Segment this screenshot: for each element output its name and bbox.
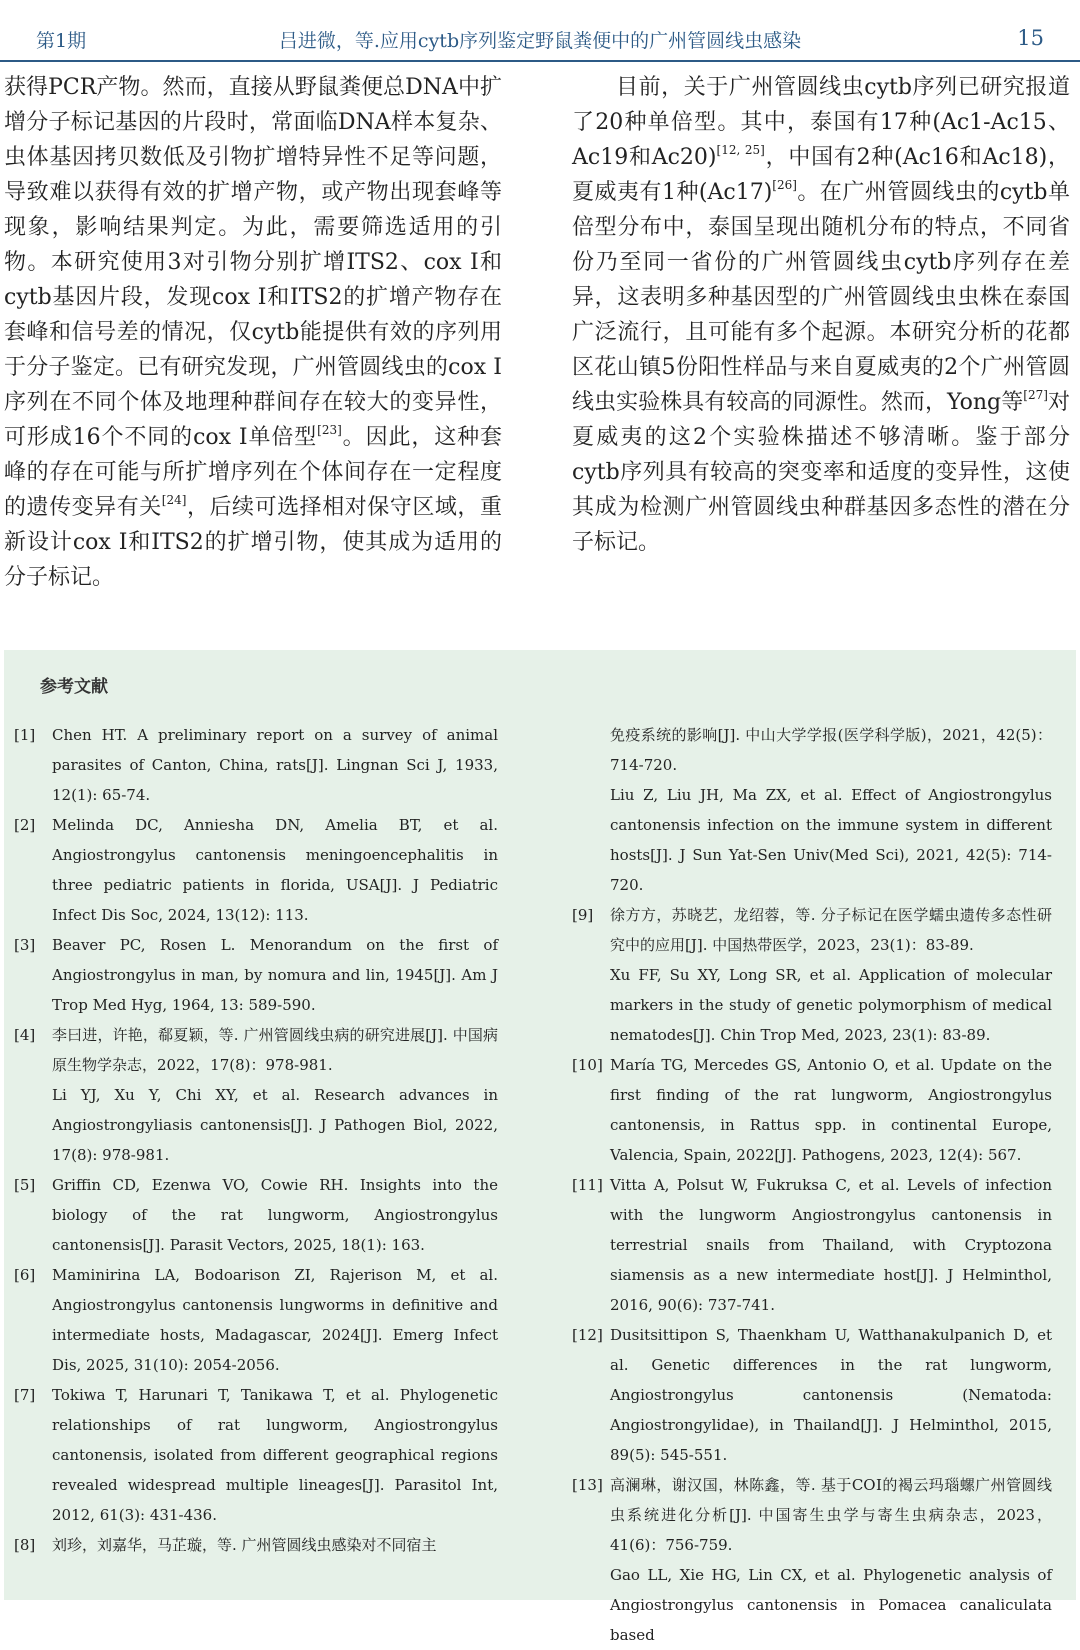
citation: [24] xyxy=(161,493,187,507)
body-text: 。因此，这种套峰的存在可能与所扩增序列在个体间存在一定程度的遗传变异有关 xyxy=(4,425,502,520)
reference-citation: Griffin CD, Ezenwa VO, Cowie RH. Insights into the biology of the rat lungworm, Angiostrongylus cantonensis[J]. Parasit Vectors, 2025, 18(1): 163. xyxy=(52,1176,498,1254)
issue-label: 第1期 xyxy=(36,30,87,52)
page-number: 15 xyxy=(1017,26,1044,50)
reference-text xyxy=(610,1050,1052,1170)
reference-text xyxy=(52,1530,498,1560)
body-text: 获得PCR产物。然而，直接从野鼠粪便总DNA中扩增分子标记基因的片段时，常面临DNA样本复杂、虫体基因拷贝数低及引物扩增特异性不足等问题，导致难以获得有效的扩增产物，或产物出现套峰等现象，影响结果判定。为此，需要筛选适用的引物。本研究使用3对引物分别扩增ITS2、cox I和cytb基因片段，发现cox I和ITS2的扩增产物存在套峰和信号差的情况，仅cytb能提供有效的序列用于分子鉴定。已有研究发现，广州管圆线虫的cox I序列在不同个体及地理种群间存在较大的变异性，可形成16个不同的cox I单倍型 xyxy=(4,75,502,450)
body-text: 目前，关于广州管圆线虫cytb序列已研究报道了20种单倍型。其中，泰国有17种(Ac1-Ac15、Ac19和Ac20) xyxy=(572,75,1070,170)
reference-item xyxy=(14,1170,498,1260)
reference-citation: Melinda DC, Anniesha DN, Amelia BT, et al. Angiostrongylus cantonensis meningoencephalitis in three pediatric patients in florida, USA[J]. J Pediatric Infect Dis Soc, 2024, 13(12): 113. xyxy=(52,816,498,924)
body-text: ，中国有2种(Ac16和Ac18)，夏威夷有1种(Ac17) xyxy=(572,145,1070,205)
reference-text xyxy=(52,1170,498,1260)
reference-citation: 徐方方，苏晓艺，龙绍蓉，等. 分子标记在医学蠕虫遗传多态性研究中的应用[J]. 中国热带医学，2023，23(1)：83-89. xyxy=(610,906,1052,954)
body-text: 。在广州管圆线虫的cytb单倍型分布中，泰国呈现出随机分布的特点，不同省份乃至同一省份的广州管圆线虫cytb序列存在差异，这表明多种基因型的广州管圆线虫虫株在泰国广泛流行，且可能有多个起源。本研究分析的花都区花山镇5份阳性样品与来自夏威夷的2个广州管圆线虫实验株具有较高的同源性。然而，Yong等 xyxy=(572,180,1070,415)
reference-text xyxy=(610,720,1052,900)
reference-text xyxy=(610,1170,1052,1320)
reference-citation: Dusitsittipon S, Thaenkham U, Watthanakulpanich D, et al. Genetic differences in the rat lungworm, Angiostrongylus cantonensis (Nematoda: Angiostrongylidae), in Thailand[J]. J Helminthol, 2015, 89(5): 545-551. xyxy=(610,1326,1052,1464)
body-paragraph xyxy=(4,70,502,595)
reference-number: [11] xyxy=(572,1176,603,1194)
citation: [23] xyxy=(317,423,342,437)
references-column-left xyxy=(14,720,498,1560)
citation: [26] xyxy=(772,178,797,192)
reference-citation: 李曰进，许艳，郗夏颖，等. 广州管圆线虫病的研究进展[J]. 中国病原生物学杂志，2022，17(8)：978-981. xyxy=(52,1026,498,1074)
references-section xyxy=(4,650,1076,1644)
reference-text xyxy=(52,1380,498,1530)
reference-item xyxy=(14,1380,498,1530)
reference-item xyxy=(14,720,498,810)
reference-number: [10] xyxy=(572,1056,603,1074)
references-column-right xyxy=(572,720,1052,1650)
reference-item xyxy=(14,810,498,930)
reference-text xyxy=(52,1020,498,1170)
reference-text xyxy=(52,720,498,810)
reference-citation: María TG, Mercedes GS, Antonio O, et al. Update on the first finding of the rat lungworm, Angiostrongylus cantonensis, in Rattus spp. in continental Europe, Valencia, Spain, 2022[J]. Pathogens, 2023, 12(4): 567. xyxy=(610,1056,1052,1164)
reference-text xyxy=(52,1260,498,1380)
reference-number: [2] xyxy=(14,816,36,834)
references-title: 参考文献 xyxy=(40,677,108,697)
reference-item xyxy=(14,1260,498,1380)
reference-text xyxy=(610,1320,1052,1470)
reference-item xyxy=(572,1050,1052,1170)
body-text: 对夏威夷的这2个实验株描述不够清晰。鉴于部分cytb序列具有较高的突变率和适度的变异性，这使其成为检测广州管圆线虫种群基因多态性的潜在分子标记。 xyxy=(572,390,1070,555)
reference-item xyxy=(14,930,498,1020)
body-text: ，后续可选择相对保守区域，重新设计cox I和ITS2的扩增引物，使其成为适用的分子标记。 xyxy=(4,495,502,590)
reference-number: [13] xyxy=(572,1476,603,1494)
reference-english-translation: Li YJ, Xu Y, Chi XY, et al. Research advances in Angiostrongyliasis cantonensis[J]. J Pathogen Biol, 2022, 17(8): 978-981. xyxy=(52,1086,498,1164)
reference-citation: 免疫系统的影响[J]. 中山大学学报(医学科学版)，2021，42(5)：714-720. xyxy=(610,726,1052,774)
reference-english-translation: Gao LL, Xie HG, Lin CX, et al. Phylogenetic analysis of Angiostrongylus cantonensis in Pomacea canaliculata based xyxy=(610,1566,1052,1644)
citation: [27] xyxy=(1023,388,1048,402)
reference-number: [3] xyxy=(14,936,36,954)
reference-item xyxy=(572,900,1052,1050)
reference-number: [6] xyxy=(14,1266,36,1284)
reference-citation: Maminirina LA, Bodoarison ZI, Rajerison M, et al. Angiostrongylus cantonensis lungworms in definitive and intermediate hosts, Madagascar, 2024[J]. Emerg Infect Dis, 2025, 31(10): 2054-2056. xyxy=(52,1266,498,1374)
reference-english-translation: Liu Z, Liu JH, Ma ZX, et al. Effect of Angiostrongylus cantonensis infection on the immune system in different hosts[J]. J Sun Yat-Sen Univ(Med Sci), 2021, 42(5): 714-720. xyxy=(610,786,1052,894)
reference-number xyxy=(572,720,610,900)
running-title: 吕进微，等.应用cytb序列鉴定野鼠粪便中的广州管圆线虫感染 xyxy=(278,30,802,52)
reference-citation: Chen HT. A preliminary report on a survey of animal parasites of Canton, China, rats[J]. Lingnan Sci J, 1933, 12(1): 65-74. xyxy=(52,726,498,804)
reference-number: [5] xyxy=(14,1176,36,1194)
reference-number: [7] xyxy=(14,1386,36,1404)
reference-english-translation: Xu FF, Su XY, Long SR, et al. Application of molecular markers in the study of genetic polymorphism of medical nematodes[J]. Chin Trop Med, 2023, 23(1): 83-89. xyxy=(610,966,1052,1044)
reference-item xyxy=(572,720,1052,900)
reference-number: [1] xyxy=(14,726,36,744)
reference-number: [4] xyxy=(14,1026,36,1044)
reference-item xyxy=(572,1320,1052,1470)
reference-citation: 高澜琳，谢汉国，林陈鑫，等. 基于COⅠ的褐云玛瑙螺广州管圆线虫系统进化分析[J]. 中国寄生虫学与寄生虫病杂志，2023，41(6)：756-759. xyxy=(610,1476,1052,1554)
citation: [12, 25] xyxy=(716,143,765,157)
reference-citation: Tokiwa T, Harunari T, Tanikawa T, et al. Phylogenetic relationships of rat lungworm, Angiostrongylus cantonensis, isolated from different geographical regions revealed widespread multiple lineages[J]. Parasitol Int, 2012, 61(3): 431-436. xyxy=(52,1386,498,1524)
reference-number: [12] xyxy=(572,1326,603,1344)
running-header xyxy=(0,0,1080,62)
reference-text xyxy=(610,1470,1052,1650)
body-column-left xyxy=(4,70,502,595)
reference-item xyxy=(572,1170,1052,1320)
body-paragraph xyxy=(572,70,1070,560)
reference-citation: 刘珍，刘嘉华，马芷璇，等. 广州管圆线虫感染对不同宿主 xyxy=(52,1536,437,1554)
header-rule xyxy=(0,60,1080,62)
reference-number: [8] xyxy=(14,1536,36,1554)
body-column-right xyxy=(572,70,1070,560)
reference-item xyxy=(572,1470,1052,1650)
reference-item xyxy=(14,1530,498,1560)
reference-citation: Beaver PC, Rosen L. Menorandum on the first of Angiostrongylus in man, by nomura and lin, 1945[J]. Am J Trop Med Hyg, 1964, 13: 589-590. xyxy=(52,936,498,1014)
reference-number: [9] xyxy=(572,906,594,924)
reference-citation: Vitta A, Polsut W, Fukruksa C, et al. Levels of infection with the lungworm Angiostrongylus cantonensis in terrestrial snails from Thailand, with Cryptozona siamensis as a new intermediate host[J]. J Helminthol, 2016, 90(6): 737-741. xyxy=(610,1176,1052,1314)
reference-text xyxy=(610,900,1052,1050)
reference-text xyxy=(52,930,498,1020)
reference-text xyxy=(52,810,498,930)
reference-item xyxy=(14,1020,498,1170)
